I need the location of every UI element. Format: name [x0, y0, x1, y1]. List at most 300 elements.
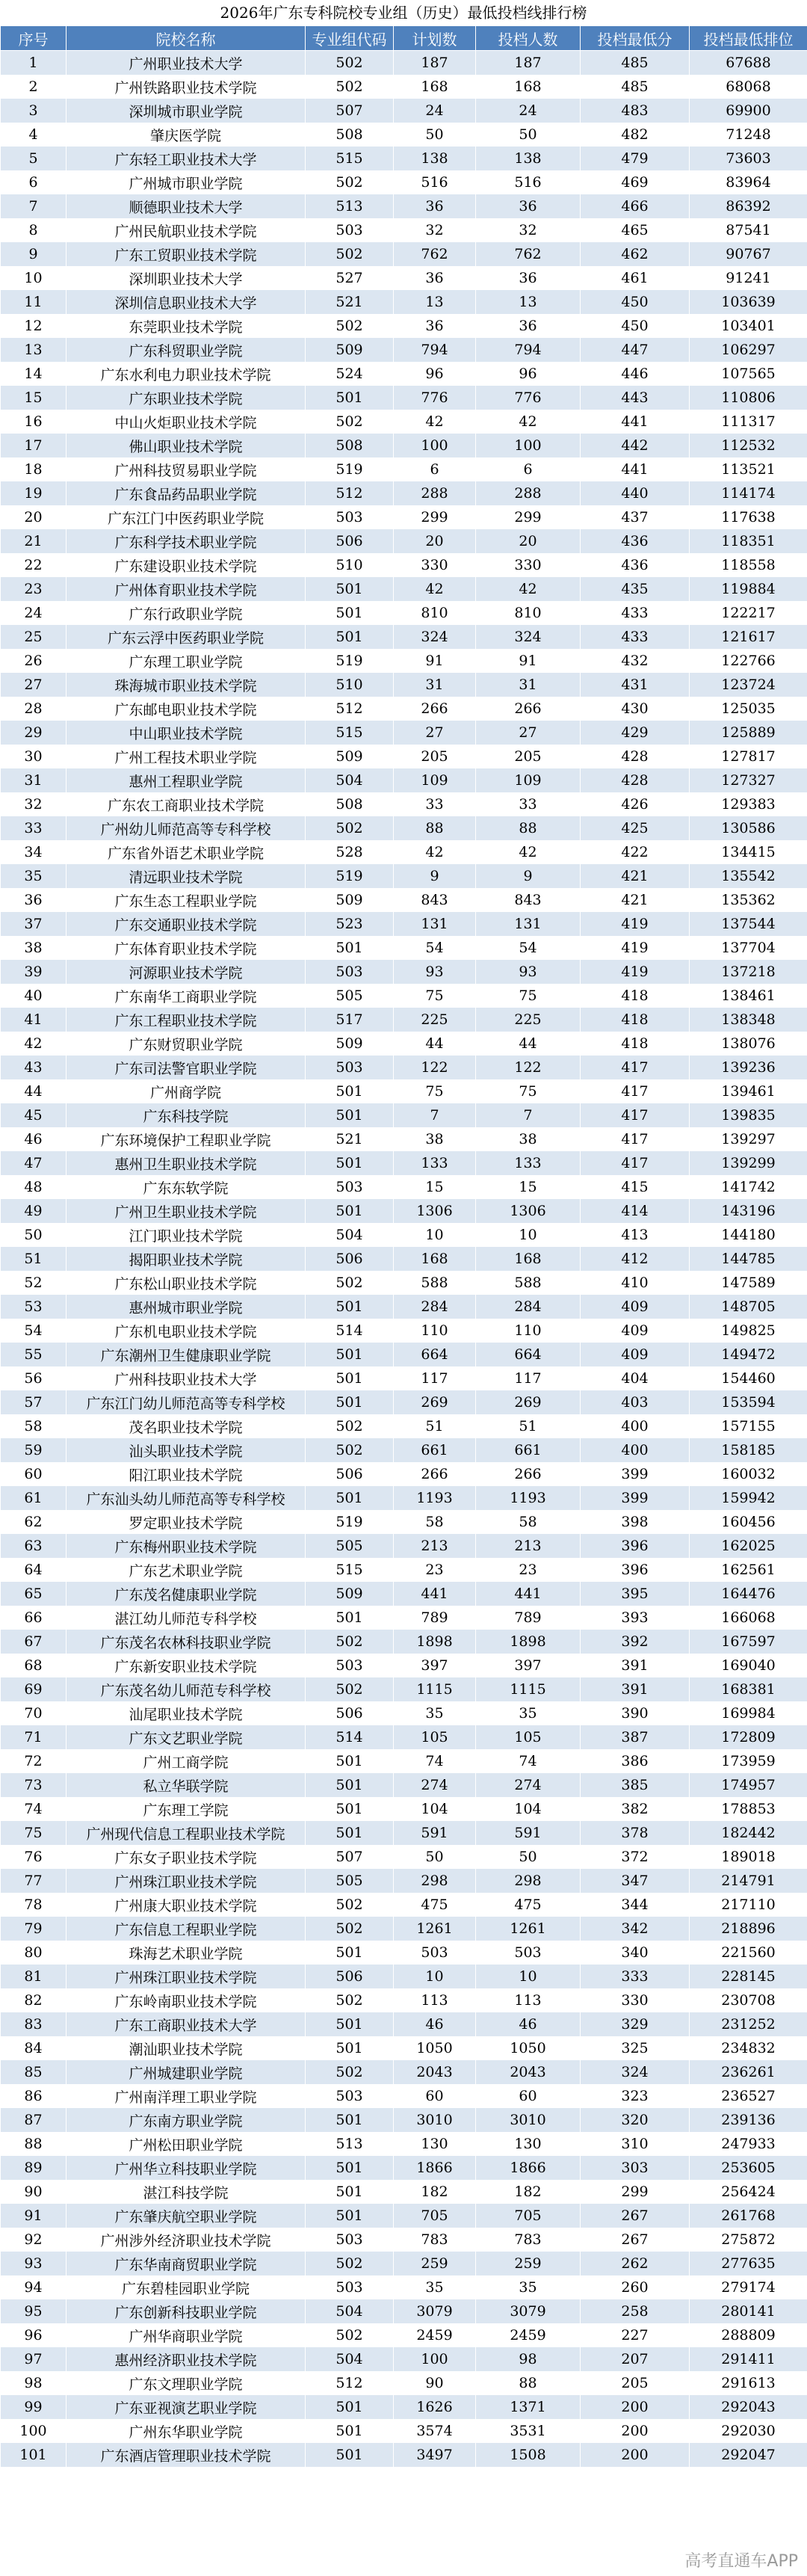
plan-count-cell: 3010: [394, 2108, 476, 2132]
admitted-count-cell: 35: [476, 1701, 581, 1725]
table-row: [1, 1917, 807, 1941]
table-row: [1, 840, 807, 864]
min-score-cell: 450: [581, 290, 690, 314]
admitted-count-cell: 122: [476, 1056, 581, 1079]
table-row: [1, 1869, 807, 1893]
school-name-cell: 佛山职业技术学院: [67, 434, 306, 457]
min-score-cell: 421: [581, 864, 690, 888]
group-code-cell: 501: [306, 2156, 394, 2180]
table-row: [1, 1941, 807, 1965]
min-rank-cell: 280141: [690, 2299, 807, 2323]
min-score-cell: 485: [581, 75, 690, 99]
table-row: [1, 147, 807, 170]
group-code-cell: 503: [306, 2275, 394, 2299]
min-rank-cell: 279174: [690, 2275, 807, 2299]
school-name-cell: 广东工贸职业技术学院: [67, 242, 306, 266]
plan-count-cell: 1115: [394, 1677, 476, 1701]
min-score-cell: 396: [581, 1558, 690, 1582]
group-code-cell: 502: [306, 1917, 394, 1941]
plan-count-cell: 266: [394, 1462, 476, 1486]
school-name-cell: 广东司法警官职业学院: [67, 1056, 306, 1079]
min-rank-cell: 125889: [690, 721, 807, 745]
admitted-count-cell: 138: [476, 147, 581, 170]
school-name-cell: 广州科技职业技术大学: [67, 1366, 306, 1390]
school-name-cell: 广东酒店管理职业技术学院: [67, 2443, 306, 2467]
admitted-count-cell: 168: [476, 75, 581, 99]
min-rank-cell: 162025: [690, 1534, 807, 1558]
school-name-cell: 广东江门中医药职业学院: [67, 505, 306, 529]
admitted-count-cell: 7: [476, 1103, 581, 1127]
group-code-cell: 517: [306, 1008, 394, 1032]
group-code-cell: 512: [306, 481, 394, 505]
group-code-cell: 505: [306, 984, 394, 1008]
min-rank-cell: 117638: [690, 505, 807, 529]
admitted-count-cell: 74: [476, 1749, 581, 1773]
row-index-cell: 57: [1, 1390, 67, 1414]
school-name-cell: 广东交通职业技术学院: [67, 912, 306, 936]
plan-count-cell: 213: [394, 1534, 476, 1558]
plan-count-cell: 843: [394, 888, 476, 912]
group-code-cell: 501: [306, 1390, 394, 1414]
plan-count-cell: 138: [394, 147, 476, 170]
admitted-count-cell: 93: [476, 960, 581, 984]
admitted-count-cell: 46: [476, 2012, 581, 2036]
group-code-cell: 502: [306, 75, 394, 99]
plan-count-cell: 90: [394, 2371, 476, 2395]
admitted-count-cell: 23: [476, 1558, 581, 1582]
group-code-cell: 504: [306, 1223, 394, 1247]
school-name-cell: 广州松田职业学院: [67, 2132, 306, 2156]
min-score-cell: 433: [581, 601, 690, 625]
table-row: [1, 1438, 807, 1462]
table-row: [1, 1223, 807, 1247]
plan-count-cell: 15: [394, 1175, 476, 1199]
min-score-cell: 399: [581, 1462, 690, 1486]
plan-count-cell: 664: [394, 1343, 476, 1366]
min-rank-cell: 214791: [690, 1869, 807, 1893]
min-rank-cell: 114174: [690, 481, 807, 505]
admitted-count-cell: 187: [476, 51, 581, 76]
min-score-cell: 429: [581, 721, 690, 745]
table-row: [1, 816, 807, 840]
row-index-cell: 19: [1, 481, 67, 505]
admitted-count-cell: 44: [476, 1032, 581, 1056]
row-index-cell: 90: [1, 2180, 67, 2204]
group-code-cell: 506: [306, 1965, 394, 1988]
school-name-cell: 广东生态工程职业学院: [67, 888, 306, 912]
table-row: [1, 434, 807, 457]
min-rank-cell: 228145: [690, 1965, 807, 1988]
min-rank-cell: 236527: [690, 2084, 807, 2108]
table-row: [1, 2204, 807, 2228]
min-score-cell: 428: [581, 768, 690, 792]
row-index-cell: 65: [1, 1582, 67, 1606]
school-name-cell: 广东华南商贸职业学院: [67, 2252, 306, 2275]
admitted-count-cell: 133: [476, 1151, 581, 1175]
group-code-cell: 509: [306, 888, 394, 912]
group-code-cell: 501: [306, 1773, 394, 1797]
min-rank-cell: 103401: [690, 314, 807, 338]
row-index-cell: 51: [1, 1247, 67, 1271]
min-rank-cell: 288809: [690, 2323, 807, 2347]
min-rank-cell: 118351: [690, 529, 807, 553]
school-name-cell: 广东科技学院: [67, 1103, 306, 1127]
admitted-count-cell: 113: [476, 1988, 581, 2012]
table-row: [1, 2443, 807, 2467]
row-index-cell: 23: [1, 577, 67, 601]
min-score-cell: 329: [581, 2012, 690, 2036]
school-name-cell: 广东亚视演艺职业学院: [67, 2395, 306, 2419]
table-row: [1, 2156, 807, 2180]
min-rank-cell: 166068: [690, 1606, 807, 1630]
plan-count-cell: 776: [394, 386, 476, 410]
admitted-count-cell: 1898: [476, 1630, 581, 1654]
table-row: [1, 2012, 807, 2036]
table-row: [1, 697, 807, 721]
row-index-cell: 12: [1, 314, 67, 338]
group-code-cell: 509: [306, 1032, 394, 1056]
group-code-cell: 502: [306, 1677, 394, 1701]
header-min-score: 投档最低分: [581, 26, 690, 51]
table-row: [1, 984, 807, 1008]
school-name-cell: 广东省外语艺术职业学院: [67, 840, 306, 864]
min-score-cell: 430: [581, 697, 690, 721]
group-code-cell: 501: [306, 1295, 394, 1319]
group-code-cell: 524: [306, 362, 394, 386]
min-score-cell: 391: [581, 1677, 690, 1701]
plan-count-cell: 1898: [394, 1630, 476, 1654]
plan-count-cell: 74: [394, 1749, 476, 1773]
table-row: [1, 75, 807, 99]
school-name-cell: 广州南洋理工职业学院: [67, 2084, 306, 2108]
plan-count-cell: 9: [394, 864, 476, 888]
school-name-cell: 广州华商职业学院: [67, 2323, 306, 2347]
school-name-cell: 广东水利电力职业技术学院: [67, 362, 306, 386]
group-code-cell: 502: [306, 170, 394, 194]
plan-count-cell: 91: [394, 649, 476, 673]
table-row: [1, 1988, 807, 2012]
row-index-cell: 47: [1, 1151, 67, 1175]
group-code-cell: 508: [306, 434, 394, 457]
row-index-cell: 96: [1, 2323, 67, 2347]
min-score-cell: 200: [581, 2395, 690, 2419]
table-row: [1, 2180, 807, 2204]
min-score-cell: 415: [581, 1175, 690, 1199]
min-score-cell: 387: [581, 1725, 690, 1749]
school-name-cell: 广东信息工程职业学院: [67, 1917, 306, 1941]
row-index-cell: 18: [1, 457, 67, 481]
table-row: [1, 1534, 807, 1558]
plan-count-cell: 1193: [394, 1486, 476, 1510]
school-name-cell: 阳江职业技术学院: [67, 1462, 306, 1486]
plan-count-cell: 259: [394, 2252, 476, 2275]
plan-count-cell: 38: [394, 1127, 476, 1151]
school-name-cell: 广东食品药品职业学院: [67, 481, 306, 505]
min-rank-cell: 138076: [690, 1032, 807, 1056]
table-row: [1, 1821, 807, 1845]
school-name-cell: 广东理工学院: [67, 1797, 306, 1821]
school-name-cell: 广东创新科技职业学院: [67, 2299, 306, 2323]
plan-count-cell: 205: [394, 745, 476, 768]
table-row: [1, 386, 807, 410]
min-rank-cell: 218896: [690, 1917, 807, 1941]
school-name-cell: 广东轻工职业技术大学: [67, 147, 306, 170]
min-score-cell: 399: [581, 1486, 690, 1510]
row-index-cell: 33: [1, 816, 67, 840]
admitted-count-cell: 588: [476, 1271, 581, 1295]
row-index-cell: 68: [1, 1654, 67, 1677]
group-code-cell: 501: [306, 1343, 394, 1366]
plan-count-cell: 2043: [394, 2060, 476, 2084]
row-index-cell: 2: [1, 75, 67, 99]
admitted-count-cell: 168: [476, 1247, 581, 1271]
group-code-cell: 507: [306, 1845, 394, 1869]
row-index-cell: 32: [1, 792, 67, 816]
min-rank-cell: 169040: [690, 1654, 807, 1677]
plan-count-cell: 6: [394, 457, 476, 481]
school-name-cell: 广州工商学院: [67, 1749, 306, 1773]
table-row: [1, 1295, 807, 1319]
school-name-cell: 惠州工程职业学院: [67, 768, 306, 792]
min-rank-cell: 154460: [690, 1366, 807, 1390]
plan-count-cell: 475: [394, 1893, 476, 1917]
row-index-cell: 59: [1, 1438, 67, 1462]
school-name-cell: 广东行政职业学院: [67, 601, 306, 625]
plan-count-cell: 298: [394, 1869, 476, 1893]
admitted-count-cell: 1508: [476, 2443, 581, 2467]
plan-count-cell: 182: [394, 2180, 476, 2204]
plan-count-cell: 75: [394, 984, 476, 1008]
min-rank-cell: 221560: [690, 1941, 807, 1965]
min-score-cell: 207: [581, 2347, 690, 2371]
school-name-cell: 珠海城市职业技术学院: [67, 673, 306, 697]
admitted-count-cell: 33: [476, 792, 581, 816]
plan-count-cell: 122: [394, 1056, 476, 1079]
plan-count-cell: 51: [394, 1414, 476, 1438]
min-rank-cell: 158185: [690, 1438, 807, 1462]
min-score-cell: 441: [581, 457, 690, 481]
plan-count-cell: 35: [394, 1701, 476, 1725]
row-index-cell: 72: [1, 1749, 67, 1773]
min-score-cell: 378: [581, 1821, 690, 1845]
admitted-count-cell: 117: [476, 1366, 581, 1390]
row-index-cell: 98: [1, 2371, 67, 2395]
table-row: [1, 625, 807, 649]
table-row: [1, 1414, 807, 1438]
school-name-cell: 广东汕头幼儿师范高等专科学校: [67, 1486, 306, 1510]
plan-count-cell: 96: [394, 362, 476, 386]
group-code-cell: 502: [306, 1414, 394, 1438]
group-code-cell: 502: [306, 2323, 394, 2347]
group-code-cell: 506: [306, 1701, 394, 1725]
min-score-cell: 412: [581, 1247, 690, 1271]
school-name-cell: 广东财贸职业学院: [67, 1032, 306, 1056]
min-rank-cell: 253605: [690, 2156, 807, 2180]
min-score-cell: 447: [581, 338, 690, 362]
row-index-cell: 66: [1, 1606, 67, 1630]
group-code-cell: 510: [306, 673, 394, 697]
plan-count-cell: 93: [394, 960, 476, 984]
min-score-cell: 404: [581, 1366, 690, 1390]
admitted-count-cell: 75: [476, 984, 581, 1008]
table-row: [1, 960, 807, 984]
school-name-cell: 东莞职业技术学院: [67, 314, 306, 338]
admitted-count-cell: 225: [476, 1008, 581, 1032]
row-index-cell: 49: [1, 1199, 67, 1223]
school-name-cell: 深圳城市职业学院: [67, 99, 306, 123]
row-index-cell: 83: [1, 2012, 67, 2036]
min-rank-cell: 149472: [690, 1343, 807, 1366]
admitted-count-cell: 783: [476, 2228, 581, 2252]
school-name-cell: 广东工商职业技术大学: [67, 2012, 306, 2036]
min-rank-cell: 111317: [690, 410, 807, 434]
admitted-count-cell: 503: [476, 1941, 581, 1965]
row-index-cell: 27: [1, 673, 67, 697]
min-rank-cell: 86392: [690, 194, 807, 218]
min-score-cell: 426: [581, 792, 690, 816]
plan-count-cell: 20: [394, 529, 476, 553]
plan-count-cell: 35: [394, 2275, 476, 2299]
min-rank-cell: 261768: [690, 2204, 807, 2228]
group-code-cell: 501: [306, 1941, 394, 1965]
admitted-count-cell: 299: [476, 505, 581, 529]
admitted-count-cell: 36: [476, 266, 581, 290]
admitted-count-cell: 330: [476, 553, 581, 577]
table-row: [1, 1582, 807, 1606]
min-rank-cell: 110806: [690, 386, 807, 410]
row-index-cell: 50: [1, 1223, 67, 1247]
min-score-cell: 324: [581, 2060, 690, 2084]
admitted-count-cell: 1866: [476, 2156, 581, 2180]
plan-count-cell: 10: [394, 1223, 476, 1247]
row-index-cell: 101: [1, 2443, 67, 2467]
plan-count-cell: 266: [394, 697, 476, 721]
min-score-cell: 347: [581, 1869, 690, 1893]
admitted-count-cell: 50: [476, 123, 581, 147]
min-rank-cell: 119884: [690, 577, 807, 601]
plan-count-cell: 58: [394, 1510, 476, 1534]
min-rank-cell: 107565: [690, 362, 807, 386]
group-code-cell: 501: [306, 2036, 394, 2060]
admitted-count-cell: 259: [476, 2252, 581, 2275]
group-code-cell: 501: [306, 1797, 394, 1821]
group-code-cell: 521: [306, 1127, 394, 1151]
group-code-cell: 515: [306, 1558, 394, 1582]
group-code-cell: 505: [306, 1869, 394, 1893]
row-index-cell: 89: [1, 2156, 67, 2180]
min-rank-cell: 139835: [690, 1103, 807, 1127]
school-name-cell: 广东邮电职业技术学院: [67, 697, 306, 721]
group-code-cell: 509: [306, 745, 394, 768]
school-name-cell: 广东南华工商职业学院: [67, 984, 306, 1008]
plan-count-cell: 783: [394, 2228, 476, 2252]
school-name-cell: 广东江门幼儿师范高等专科学校: [67, 1390, 306, 1414]
school-name-cell: 广州涉外经济职业技术学院: [67, 2228, 306, 2252]
group-code-cell: 519: [306, 457, 394, 481]
row-index-cell: 6: [1, 170, 67, 194]
min-score-cell: 205: [581, 2371, 690, 2395]
row-index-cell: 25: [1, 625, 67, 649]
min-rank-cell: 113521: [690, 457, 807, 481]
row-index-cell: 77: [1, 1869, 67, 1893]
admitted-count-cell: 13: [476, 290, 581, 314]
min-rank-cell: 137218: [690, 960, 807, 984]
row-index-cell: 63: [1, 1534, 67, 1558]
admitted-count-cell: 810: [476, 601, 581, 625]
plan-count-cell: 50: [394, 1845, 476, 1869]
school-name-cell: 湛江科技学院: [67, 2180, 306, 2204]
group-code-cell: 502: [306, 1271, 394, 1295]
school-name-cell: 深圳职业技术大学: [67, 266, 306, 290]
admitted-count-cell: 705: [476, 2204, 581, 2228]
row-index-cell: 4: [1, 123, 67, 147]
min-score-cell: 260: [581, 2275, 690, 2299]
school-name-cell: 广州珠江职业技术学院: [67, 1965, 306, 1988]
group-code-cell: 523: [306, 912, 394, 936]
plan-count-cell: 42: [394, 577, 476, 601]
admitted-count-cell: 182: [476, 2180, 581, 2204]
school-name-cell: 河源职业技术学院: [67, 960, 306, 984]
plan-count-cell: 516: [394, 170, 476, 194]
row-index-cell: 9: [1, 242, 67, 266]
row-index-cell: 74: [1, 1797, 67, 1821]
group-code-cell: 501: [306, 1486, 394, 1510]
admitted-count-cell: 776: [476, 386, 581, 410]
group-code-cell: 501: [306, 1199, 394, 1223]
admitted-count-cell: 794: [476, 338, 581, 362]
school-name-cell: 广东职业技术学院: [67, 386, 306, 410]
min-rank-cell: 230708: [690, 1988, 807, 2012]
group-code-cell: 503: [306, 960, 394, 984]
table-row: [1, 2252, 807, 2275]
table-row: [1, 314, 807, 338]
school-name-cell: 惠州城市职业学院: [67, 1295, 306, 1319]
min-rank-cell: 134415: [690, 840, 807, 864]
admitted-count-cell: 1115: [476, 1677, 581, 1701]
table-row: [1, 1127, 807, 1151]
min-score-cell: 372: [581, 1845, 690, 1869]
min-score-cell: 382: [581, 1797, 690, 1821]
row-index-cell: 69: [1, 1677, 67, 1701]
admitted-count-cell: 284: [476, 1295, 581, 1319]
plan-count-cell: 441: [394, 1582, 476, 1606]
plan-count-cell: 503: [394, 1941, 476, 1965]
group-code-cell: 503: [306, 2084, 394, 2108]
group-code-cell: 501: [306, 2012, 394, 2036]
admitted-count-cell: 6: [476, 457, 581, 481]
min-rank-cell: 247933: [690, 2132, 807, 2156]
group-code-cell: 502: [306, 242, 394, 266]
school-name-cell: 罗定职业技术学院: [67, 1510, 306, 1534]
group-code-cell: 510: [306, 553, 394, 577]
row-index-cell: 58: [1, 1414, 67, 1438]
school-name-cell: 广州民航职业技术学院: [67, 218, 306, 242]
plan-count-cell: 168: [394, 1247, 476, 1271]
table-row: [1, 481, 807, 505]
min-rank-cell: 234832: [690, 2036, 807, 2060]
min-rank-cell: 182442: [690, 1821, 807, 1845]
plan-count-cell: 274: [394, 1773, 476, 1797]
min-score-cell: 418: [581, 1008, 690, 1032]
row-index-cell: 55: [1, 1343, 67, 1366]
table-row: [1, 1056, 807, 1079]
min-score-cell: 227: [581, 2323, 690, 2347]
admitted-count-cell: 266: [476, 697, 581, 721]
min-rank-cell: 122217: [690, 601, 807, 625]
group-code-cell: 501: [306, 1749, 394, 1773]
min-score-cell: 409: [581, 1295, 690, 1319]
plan-count-cell: 810: [394, 601, 476, 625]
